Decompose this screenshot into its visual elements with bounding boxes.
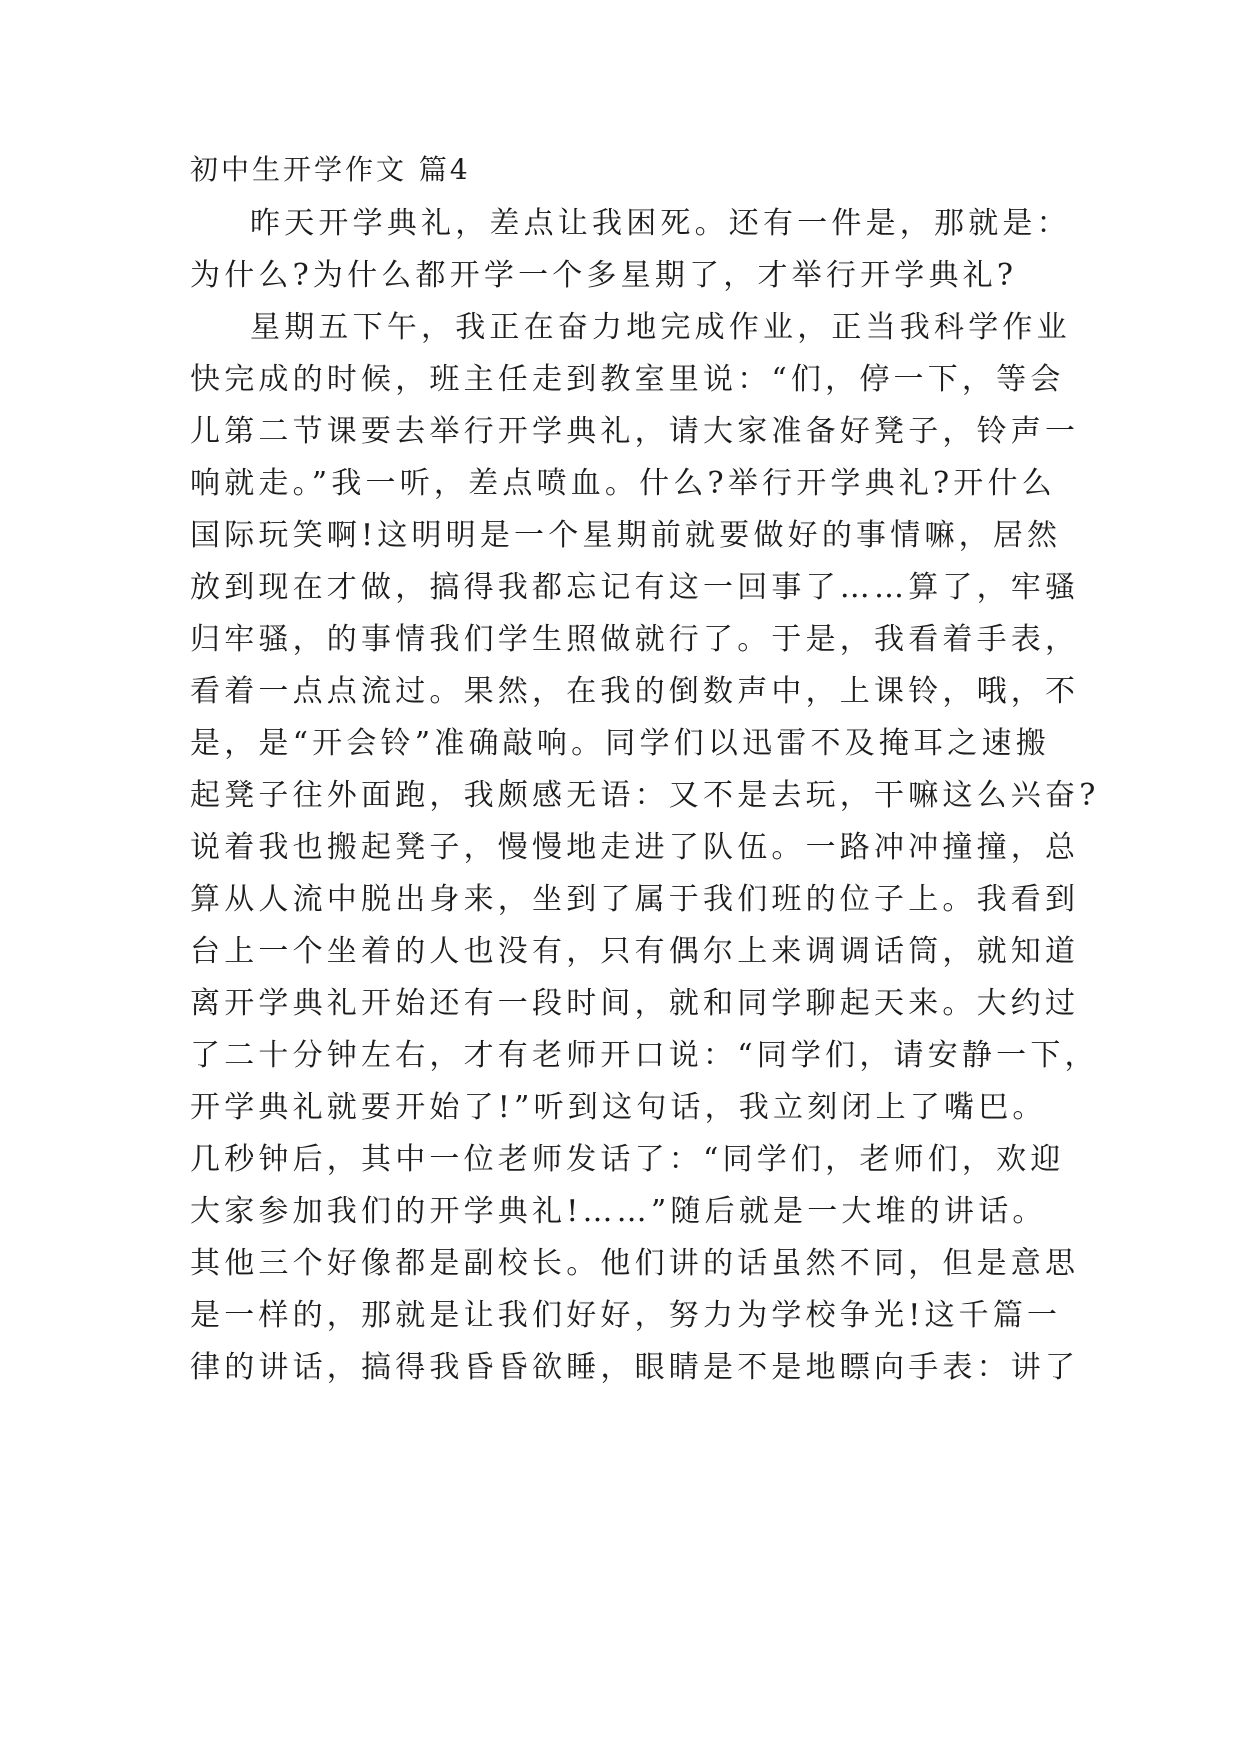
paragraph-line: 快完成的时候，班主任走到教室里说：“们，停一下，等会: [190, 362, 1065, 397]
paragraph-line: 国际玩笑啊!这明明是一个星期前就要做好的事情嘛，居然: [190, 518, 1062, 553]
paragraph-line: 算从人流中脱出身来，坐到了属于我们班的位子上。我看到: [190, 882, 1080, 917]
paragraph-line: 台上一个坐着的人也没有，只有偶尔上来调调话筒，就知道: [190, 934, 1080, 969]
paragraph-line: 儿第二节课要去举行开学典礼，请大家准备好凳子，铃声一: [190, 414, 1080, 449]
paragraph-line: 大家参加我们的开学典礼!……”随后就是一大堆的讲话。: [190, 1194, 1047, 1229]
paragraph-line: 律的讲话，搞得我昏昏欲睡，眼睛是不是地瞟向手表：讲了: [190, 1350, 1080, 1385]
paragraph-line: 昨天开学典礼，差点让我困死。还有一件是，那就是：: [250, 206, 1071, 241]
paragraph-line: 是一样的，那就是让我们好好，努力为学校争光!这千篇一: [190, 1298, 1062, 1333]
paragraph-line: 说着我也搬起凳子，慢慢地走进了队伍。一路冲冲撞撞，总: [190, 830, 1080, 865]
paragraph-line: 星期五下午，我正在奋力地完成作业，正当我科学作业: [250, 310, 1071, 345]
paragraph-line: 起凳子往外面跑，我颇感无语：又不是去玩，干嘛这么兴奋?: [190, 778, 1100, 813]
paragraph-line: 开学典礼就要开始了!”听到这句话，我立刻闭上了嘴巴。: [190, 1090, 1047, 1125]
paragraph-line: 看着一点点流过。果然，在我的倒数声中，上课铃，哦，不: [190, 674, 1080, 709]
essay-title: 初中生开学作文 篇4: [190, 153, 471, 186]
paragraph-line: 为什么?为什么都开学一个多星期了，才举行开学典礼?: [190, 258, 1018, 293]
paragraph-line: 了二十分钟左右，才有老师开口说：“同学们，请安静一下，: [190, 1038, 1099, 1073]
paragraph-line: 其他三个好像都是副校长。他们讲的话虽然不同，但是意思: [190, 1246, 1080, 1281]
paragraph-line: 是，是“开会铃”准确敲响。同学们以迅雷不及掩耳之速搬: [190, 726, 1050, 761]
paragraph-line: 离开学典礼开始还有一段时间，就和同学聊起天来。大约过: [190, 986, 1080, 1021]
paragraph-line: 归牢骚，的事情我们学生照做就行了。于是，我看着手表，: [190, 622, 1080, 657]
paragraph-line: 响就走。”我一听，差点喷血。什么?举行开学典礼?开什么: [190, 466, 1056, 501]
paragraph-line: 几秒钟后，其中一位老师发话了：“同学们，老师们，欢迎: [190, 1142, 1065, 1177]
paragraph-line: 放到现在才做，搞得我都忘记有这一回事了……算了，牢骚: [190, 570, 1080, 605]
